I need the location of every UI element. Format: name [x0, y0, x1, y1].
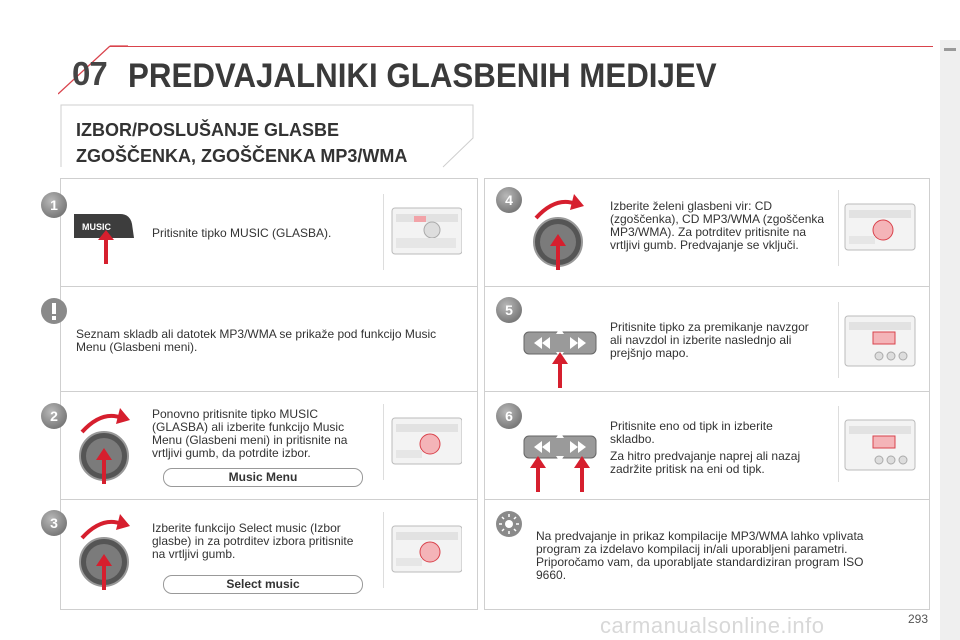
rotary-knob-icon — [78, 510, 140, 592]
step-6-text — [610, 420, 810, 480]
step-4-text: Izberite želeni glasbeni vir: CD (zgoščenka), CD MP3/WMA (zgoščenka MP3/WMA). Za potrditev pritisnite na vrtljivi gumb. Predvajanje se vključi. — [610, 199, 825, 252]
radio-panel-thumbnail — [838, 302, 917, 378]
side-marker — [944, 48, 956, 51]
seek-buttons-icon — [520, 430, 600, 494]
divider — [484, 499, 930, 500]
music-menu-option: Music Menu — [163, 468, 363, 487]
step-3-text: Izberite funkcijo Select music (Izbor glasbe) in za potrditev izbora pritisnite na vrtljivi gumb. — [152, 521, 354, 561]
step-1-text: Pritisnite tipko MUSIC (GLASBA). — [152, 226, 332, 240]
tip-text: Na predvajanje in prikaz kompilacije MP3/WMA lahko vplivata program za izdelavo kompilacij in/ali uporabljeni parametri. Priporočamo vam, da uporabljate standardiziran program ISO 9660. — [536, 529, 864, 582]
chapter-number: 07 — [72, 55, 107, 92]
rotary-knob-icon — [78, 404, 140, 486]
note-text: Seznam skladb ali datotek MP3/WMA se prikaže pod funkcijo Music Menu (Glasbeni meni). — [76, 327, 437, 354]
divider — [60, 391, 478, 392]
page-number: 293 — [908, 612, 929, 626]
divider — [484, 391, 930, 392]
lightbulb-icon — [496, 511, 522, 537]
divider — [60, 286, 478, 287]
radio-panel-thumbnail — [383, 194, 462, 270]
step-5-text: Pritisnite tipko za premikanje navzgor ali navzdol in izberite naslednjo ali prejšnjo mapo. — [610, 320, 809, 360]
step-6-text-1: Pritisnite eno od tipk in izberite skladbo. — [610, 419, 773, 446]
radio-panel-thumbnail — [383, 404, 462, 480]
seek-buttons-icon — [520, 326, 600, 390]
side-band — [940, 40, 960, 640]
select-music-option: Select music — [163, 575, 363, 594]
step-2-text: Ponovno pritisnite tipko MUSIC (GLASBA) ali izberite funkcijo Music Menu (Glasbeni meni) in pritisnite na vrtljivi gumb, da potrdite izbor. — [152, 407, 348, 460]
step-3-badge: 3 — [41, 510, 67, 536]
step-6-text-2: Za hitro predvajanje naprej ali nazaj zadržite pritisk na eni od tipk. — [610, 449, 801, 476]
step-2-badge: 2 — [41, 403, 67, 429]
header-rule — [110, 46, 933, 47]
section-subtitle-1: IZBOR/POSLUŠANJE GLASBE — [76, 120, 340, 140]
watermark: carmanualsonline.info — [600, 613, 825, 638]
warning-icon — [41, 298, 67, 324]
rotary-knob-icon — [532, 190, 594, 272]
music-button-icon — [70, 210, 142, 266]
radio-panel-thumbnail — [383, 512, 462, 588]
radio-panel-thumbnail — [838, 190, 917, 266]
step-1-badge: 1 — [41, 192, 67, 218]
radio-panel-thumbnail — [838, 406, 917, 482]
step-6-badge: 6 — [496, 403, 522, 429]
music-button-label: MUSIC — [82, 222, 111, 232]
divider — [484, 286, 930, 287]
step-5-badge: 5 — [496, 297, 522, 323]
section-subtitle-2: ZGOŠČENKA, ZGOŠČENKA MP3/WMA — [76, 146, 408, 166]
step-4-badge: 4 — [496, 187, 522, 213]
page-title: PREDVAJALNIKI GLASBENIH MEDIJEV — [128, 57, 717, 95]
divider — [60, 499, 478, 500]
